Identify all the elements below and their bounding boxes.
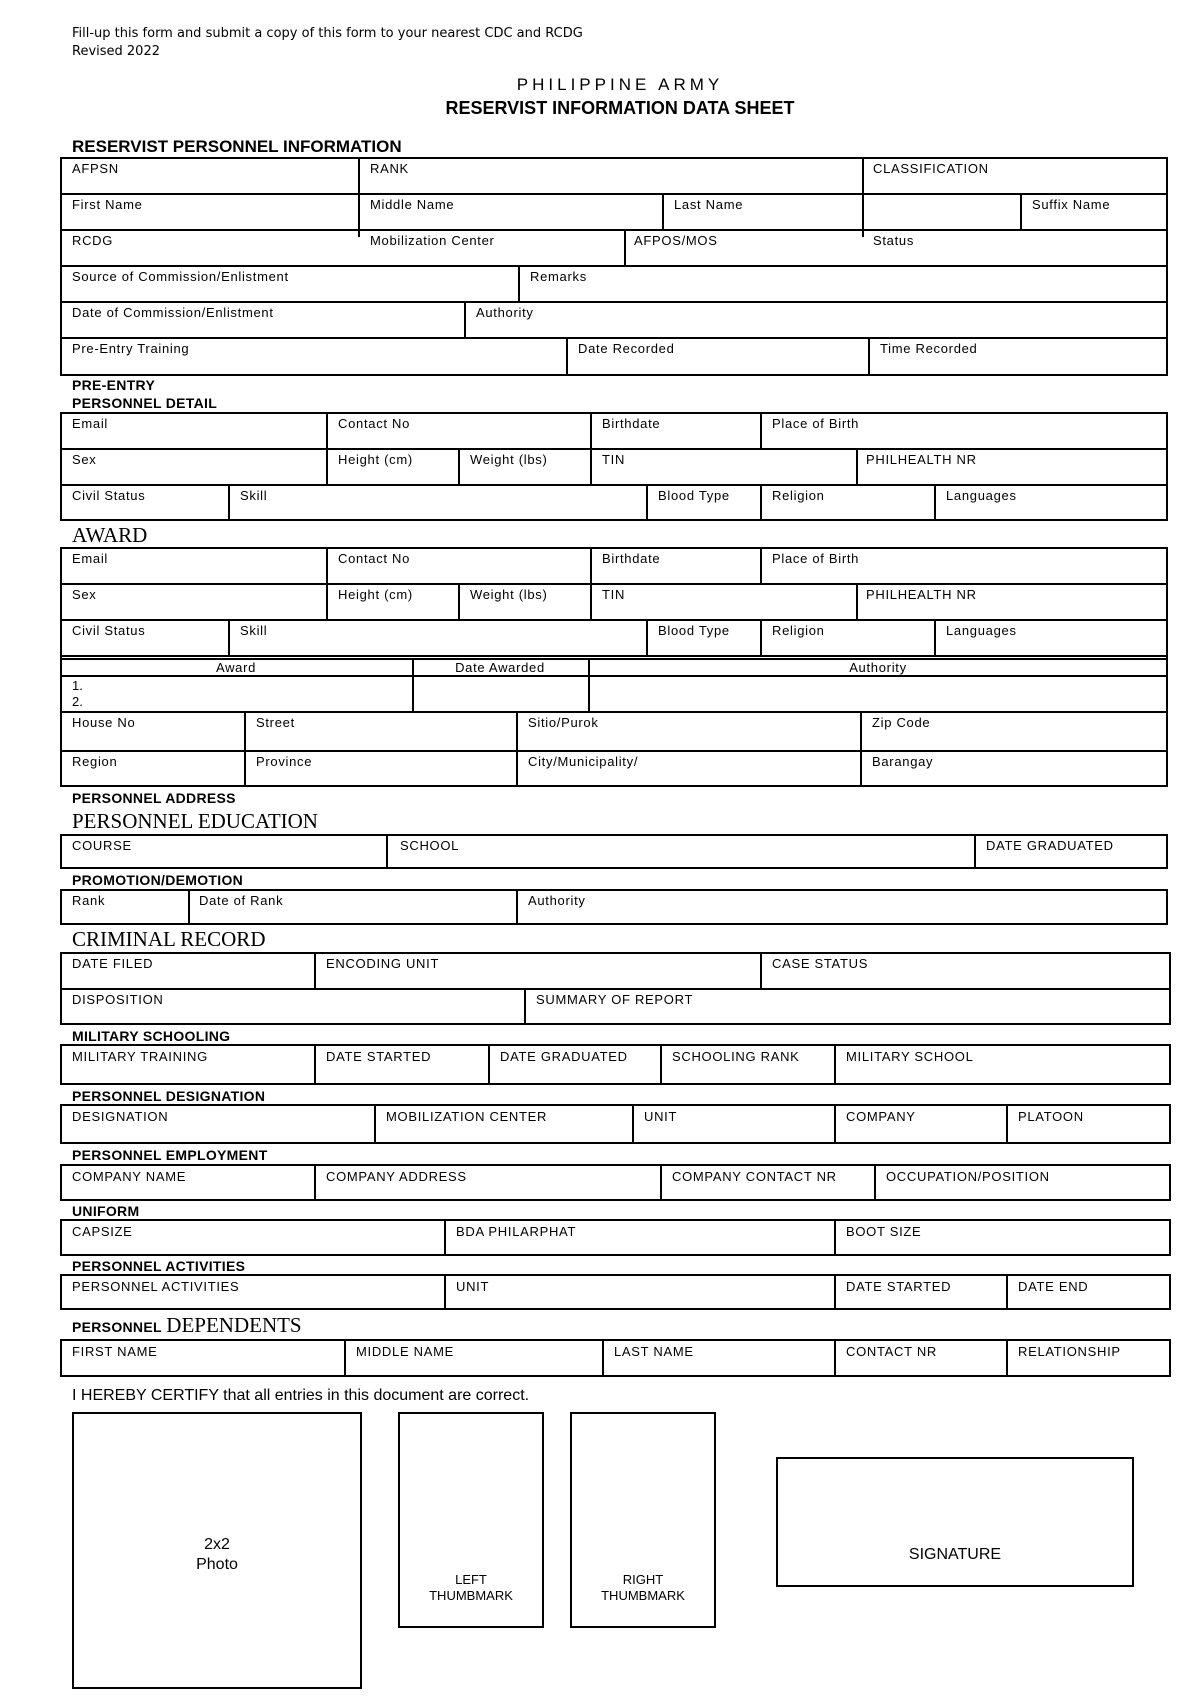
- addr-region[interactable]: Region: [72, 754, 118, 769]
- award-col-award: Award: [215, 660, 257, 675]
- pd-weight[interactable]: Weight (lbs): [470, 452, 548, 467]
- award-col-date-awarded: Date Awarded: [455, 660, 545, 675]
- aw-contact-no[interactable]: Contact No: [338, 551, 411, 566]
- crim-disposition[interactable]: DISPOSITION: [72, 992, 164, 1007]
- reservist-info-heading: RESERVIST PERSONNEL INFORMATION: [72, 137, 402, 156]
- uni-boot-size[interactable]: BOOT SIZE: [846, 1224, 922, 1239]
- field-classification[interactable]: CLASSIFICATION: [873, 161, 989, 176]
- field-suffix-name[interactable]: Suffix Name: [1032, 197, 1111, 212]
- aw-languages[interactable]: Languages: [946, 623, 1017, 638]
- aw-email[interactable]: Email: [72, 551, 109, 566]
- aw-philhealth[interactable]: PHILHEALTH NR: [866, 587, 977, 602]
- aw-birthdate[interactable]: Birthdate: [602, 551, 661, 566]
- ms-date-graduated[interactable]: DATE GRADUATED: [500, 1049, 628, 1064]
- personnel-address-heading: PERSONNEL ADDRESS: [72, 790, 236, 806]
- addr-street[interactable]: Street: [256, 715, 295, 730]
- instruction-text: Fill-up this form and submit a copy of this form to your nearest CDC and RCDG: [72, 26, 583, 41]
- promo-rank[interactable]: Rank: [72, 893, 106, 908]
- field-date-recorded[interactable]: Date Recorded: [578, 341, 675, 356]
- emp-company-address[interactable]: COMPANY ADDRESS: [326, 1169, 467, 1184]
- edu-date-graduated[interactable]: DATE GRADUATED: [986, 838, 1114, 853]
- pd-email[interactable]: Email: [72, 416, 109, 431]
- pre-entry-heading: PRE-ENTRY: [72, 377, 156, 393]
- addr-city[interactable]: City/Municipality/: [528, 754, 639, 769]
- emp-occupation[interactable]: OCCUPATION/POSITION: [886, 1169, 1050, 1184]
- ms-training[interactable]: MILITARY TRAINING: [72, 1049, 208, 1064]
- personnel-detail-heading: PERSONNEL DETAIL: [72, 395, 218, 411]
- pd-skill[interactable]: Skill: [240, 488, 268, 503]
- uniform-heading: UNIFORM: [72, 1203, 140, 1219]
- military-schooling-heading: MILITARY SCHOOLING: [72, 1028, 231, 1044]
- ms-date-started[interactable]: DATE STARTED: [326, 1049, 432, 1064]
- aw-blood-type[interactable]: Blood Type: [658, 623, 730, 638]
- photo-label-line1: 2x2: [204, 1536, 230, 1553]
- field-afpsn[interactable]: AFPSN: [72, 161, 119, 176]
- edu-school[interactable]: SCHOOL: [400, 838, 460, 853]
- field-first-name[interactable]: First Name: [72, 197, 143, 212]
- field-authority[interactable]: Authority: [476, 305, 534, 320]
- act-unit[interactable]: UNIT: [456, 1279, 490, 1294]
- promo-date-of-rank[interactable]: Date of Rank: [199, 893, 284, 908]
- pd-tin[interactable]: TIN: [602, 452, 626, 467]
- pd-blood-type[interactable]: Blood Type: [658, 488, 730, 503]
- signature-label: SIGNATURE: [908, 1546, 1002, 1563]
- crim-encoding-unit[interactable]: ENCODING UNIT: [326, 956, 440, 971]
- act-date-end[interactable]: DATE END: [1018, 1279, 1089, 1294]
- aw-weight[interactable]: Weight (lbs): [470, 587, 548, 602]
- revised-text: Revised 2022: [72, 44, 160, 59]
- pd-sex[interactable]: Sex: [72, 452, 97, 467]
- crim-summary[interactable]: SUMMARY OF REPORT: [536, 992, 694, 1007]
- dep-last-name[interactable]: LAST NAME: [614, 1344, 694, 1359]
- pd-height[interactable]: Height (cm): [338, 452, 413, 467]
- org-name: PHILIPPINE ARMY: [516, 75, 724, 94]
- des-platoon[interactable]: PLATOON: [1018, 1109, 1084, 1124]
- aw-skill[interactable]: Skill: [240, 623, 268, 638]
- field-date-of-commission[interactable]: Date of Commission/Enlistment: [72, 305, 274, 320]
- emp-company-name[interactable]: COMPANY NAME: [72, 1169, 187, 1184]
- right-thumbmark-line1: RIGHT: [622, 1572, 664, 1587]
- aw-place-of-birth[interactable]: Place of Birth: [772, 551, 860, 566]
- uni-bda[interactable]: BDA PHILARPHAT: [456, 1224, 577, 1239]
- pd-languages[interactable]: Languages: [946, 488, 1017, 503]
- dependents-heading-serif: DEPENDENTS: [166, 1313, 302, 1337]
- certification-statement: I HEREBY CERTIFY that all entries in this document are correct.: [72, 1387, 530, 1404]
- left-thumbmark-line2: THUMBMARK: [429, 1588, 513, 1603]
- addr-zip[interactable]: Zip Code: [872, 715, 931, 730]
- activities-heading: PERSONNEL ACTIVITIES: [72, 1258, 246, 1274]
- aw-religion[interactable]: Religion: [772, 623, 825, 638]
- dep-middle-name[interactable]: MIDDLE NAME: [356, 1344, 454, 1359]
- act-activities[interactable]: PERSONNEL ACTIVITIES: [72, 1279, 240, 1294]
- field-rcdg[interactable]: RCDG: [72, 233, 114, 248]
- des-mobilization-center[interactable]: MOBILIZATION CENTER: [386, 1109, 548, 1124]
- dep-first-name[interactable]: FIRST NAME: [72, 1344, 158, 1359]
- signature-box[interactable]: [776, 1457, 1134, 1587]
- field-time-recorded[interactable]: Time Recorded: [880, 341, 978, 356]
- ms-school[interactable]: MILITARY SCHOOL: [846, 1049, 974, 1064]
- designation-table: [60, 1104, 1171, 1144]
- field-source-of-commission[interactable]: Source of Commission/Enlistment: [72, 269, 289, 284]
- addr-province[interactable]: Province: [256, 754, 313, 769]
- field-pre-entry-training[interactable]: Pre-Entry Training: [72, 341, 190, 356]
- field-rank[interactable]: RANK: [370, 161, 409, 176]
- dependents-heading-bold: PERSONNEL: [72, 1319, 162, 1335]
- aw-tin[interactable]: TIN: [602, 587, 626, 602]
- pd-philhealth[interactable]: PHILHEALTH NR: [866, 452, 977, 467]
- uniform-table: [60, 1219, 1171, 1256]
- field-last-name[interactable]: Last Name: [674, 197, 744, 212]
- pd-birthdate[interactable]: Birthdate: [602, 416, 661, 431]
- dep-contact-nr[interactable]: CONTACT NR: [846, 1344, 938, 1359]
- addr-sitio[interactable]: Sitio/Purok: [528, 715, 599, 730]
- crim-date-filed[interactable]: DATE FILED: [72, 956, 154, 971]
- uni-capsize[interactable]: CAPSIZE: [72, 1224, 133, 1239]
- crim-case-status[interactable]: CASE STATUS: [772, 956, 869, 971]
- promotion-heading: PROMOTION/DEMOTION: [72, 872, 244, 888]
- field-mobilization-center[interactable]: Mobilization Center: [370, 233, 495, 248]
- emp-company-contact[interactable]: COMPANY CONTACT NR: [672, 1169, 837, 1184]
- pd-religion[interactable]: Religion: [772, 488, 825, 503]
- aw-height[interactable]: Height (cm): [338, 587, 413, 602]
- employment-heading: PERSONNEL EMPLOYMENT: [72, 1147, 268, 1163]
- form-title: RESERVIST INFORMATION DATA SHEET: [445, 98, 795, 118]
- dep-relationship[interactable]: RELATIONSHIP: [1018, 1344, 1121, 1359]
- criminal-record-heading: CRIMINAL RECORD: [72, 927, 266, 951]
- aw-sex[interactable]: Sex: [72, 587, 97, 602]
- field-afpos-mos[interactable]: AFPOS/MOS: [634, 233, 718, 248]
- des-unit[interactable]: UNIT: [644, 1109, 678, 1124]
- education-heading: PERSONNEL EDUCATION: [72, 809, 318, 833]
- promo-authority[interactable]: Authority: [528, 893, 586, 908]
- field-status[interactable]: Status: [873, 233, 915, 248]
- edu-course[interactable]: COURSE: [72, 838, 132, 853]
- des-designation[interactable]: DESIGNATION: [72, 1109, 169, 1124]
- field-middle-name[interactable]: Middle Name: [370, 197, 455, 212]
- field-remarks[interactable]: Remarks: [530, 269, 587, 284]
- pd-contact-no[interactable]: Contact No: [338, 416, 411, 431]
- award-row-2[interactable]: 2.: [72, 694, 83, 709]
- pd-place-of-birth[interactable]: Place of Birth: [772, 416, 860, 431]
- aw-civil-status[interactable]: Civil Status: [72, 623, 146, 638]
- award-row-1[interactable]: 1.: [72, 678, 83, 693]
- pd-civil-status[interactable]: Civil Status: [72, 488, 146, 503]
- designation-heading: PERSONNEL DESIGNATION: [72, 1088, 266, 1104]
- left-thumbmark-line1: LEFT: [455, 1572, 487, 1587]
- award-heading: AWARD: [72, 523, 148, 547]
- ms-schooling-rank[interactable]: SCHOOLING RANK: [672, 1049, 800, 1064]
- photo-label-line2: Photo: [196, 1556, 238, 1573]
- addr-barangay[interactable]: Barangay: [872, 754, 934, 769]
- award-col-authority: Authority: [849, 660, 907, 675]
- des-company[interactable]: COMPANY: [846, 1109, 916, 1124]
- right-thumbmark-line2: THUMBMARK: [601, 1588, 685, 1603]
- dependents-heading: [72, 1313, 302, 1338]
- addr-house-no[interactable]: House No: [72, 715, 136, 730]
- act-date-started[interactable]: DATE STARTED: [846, 1279, 952, 1294]
